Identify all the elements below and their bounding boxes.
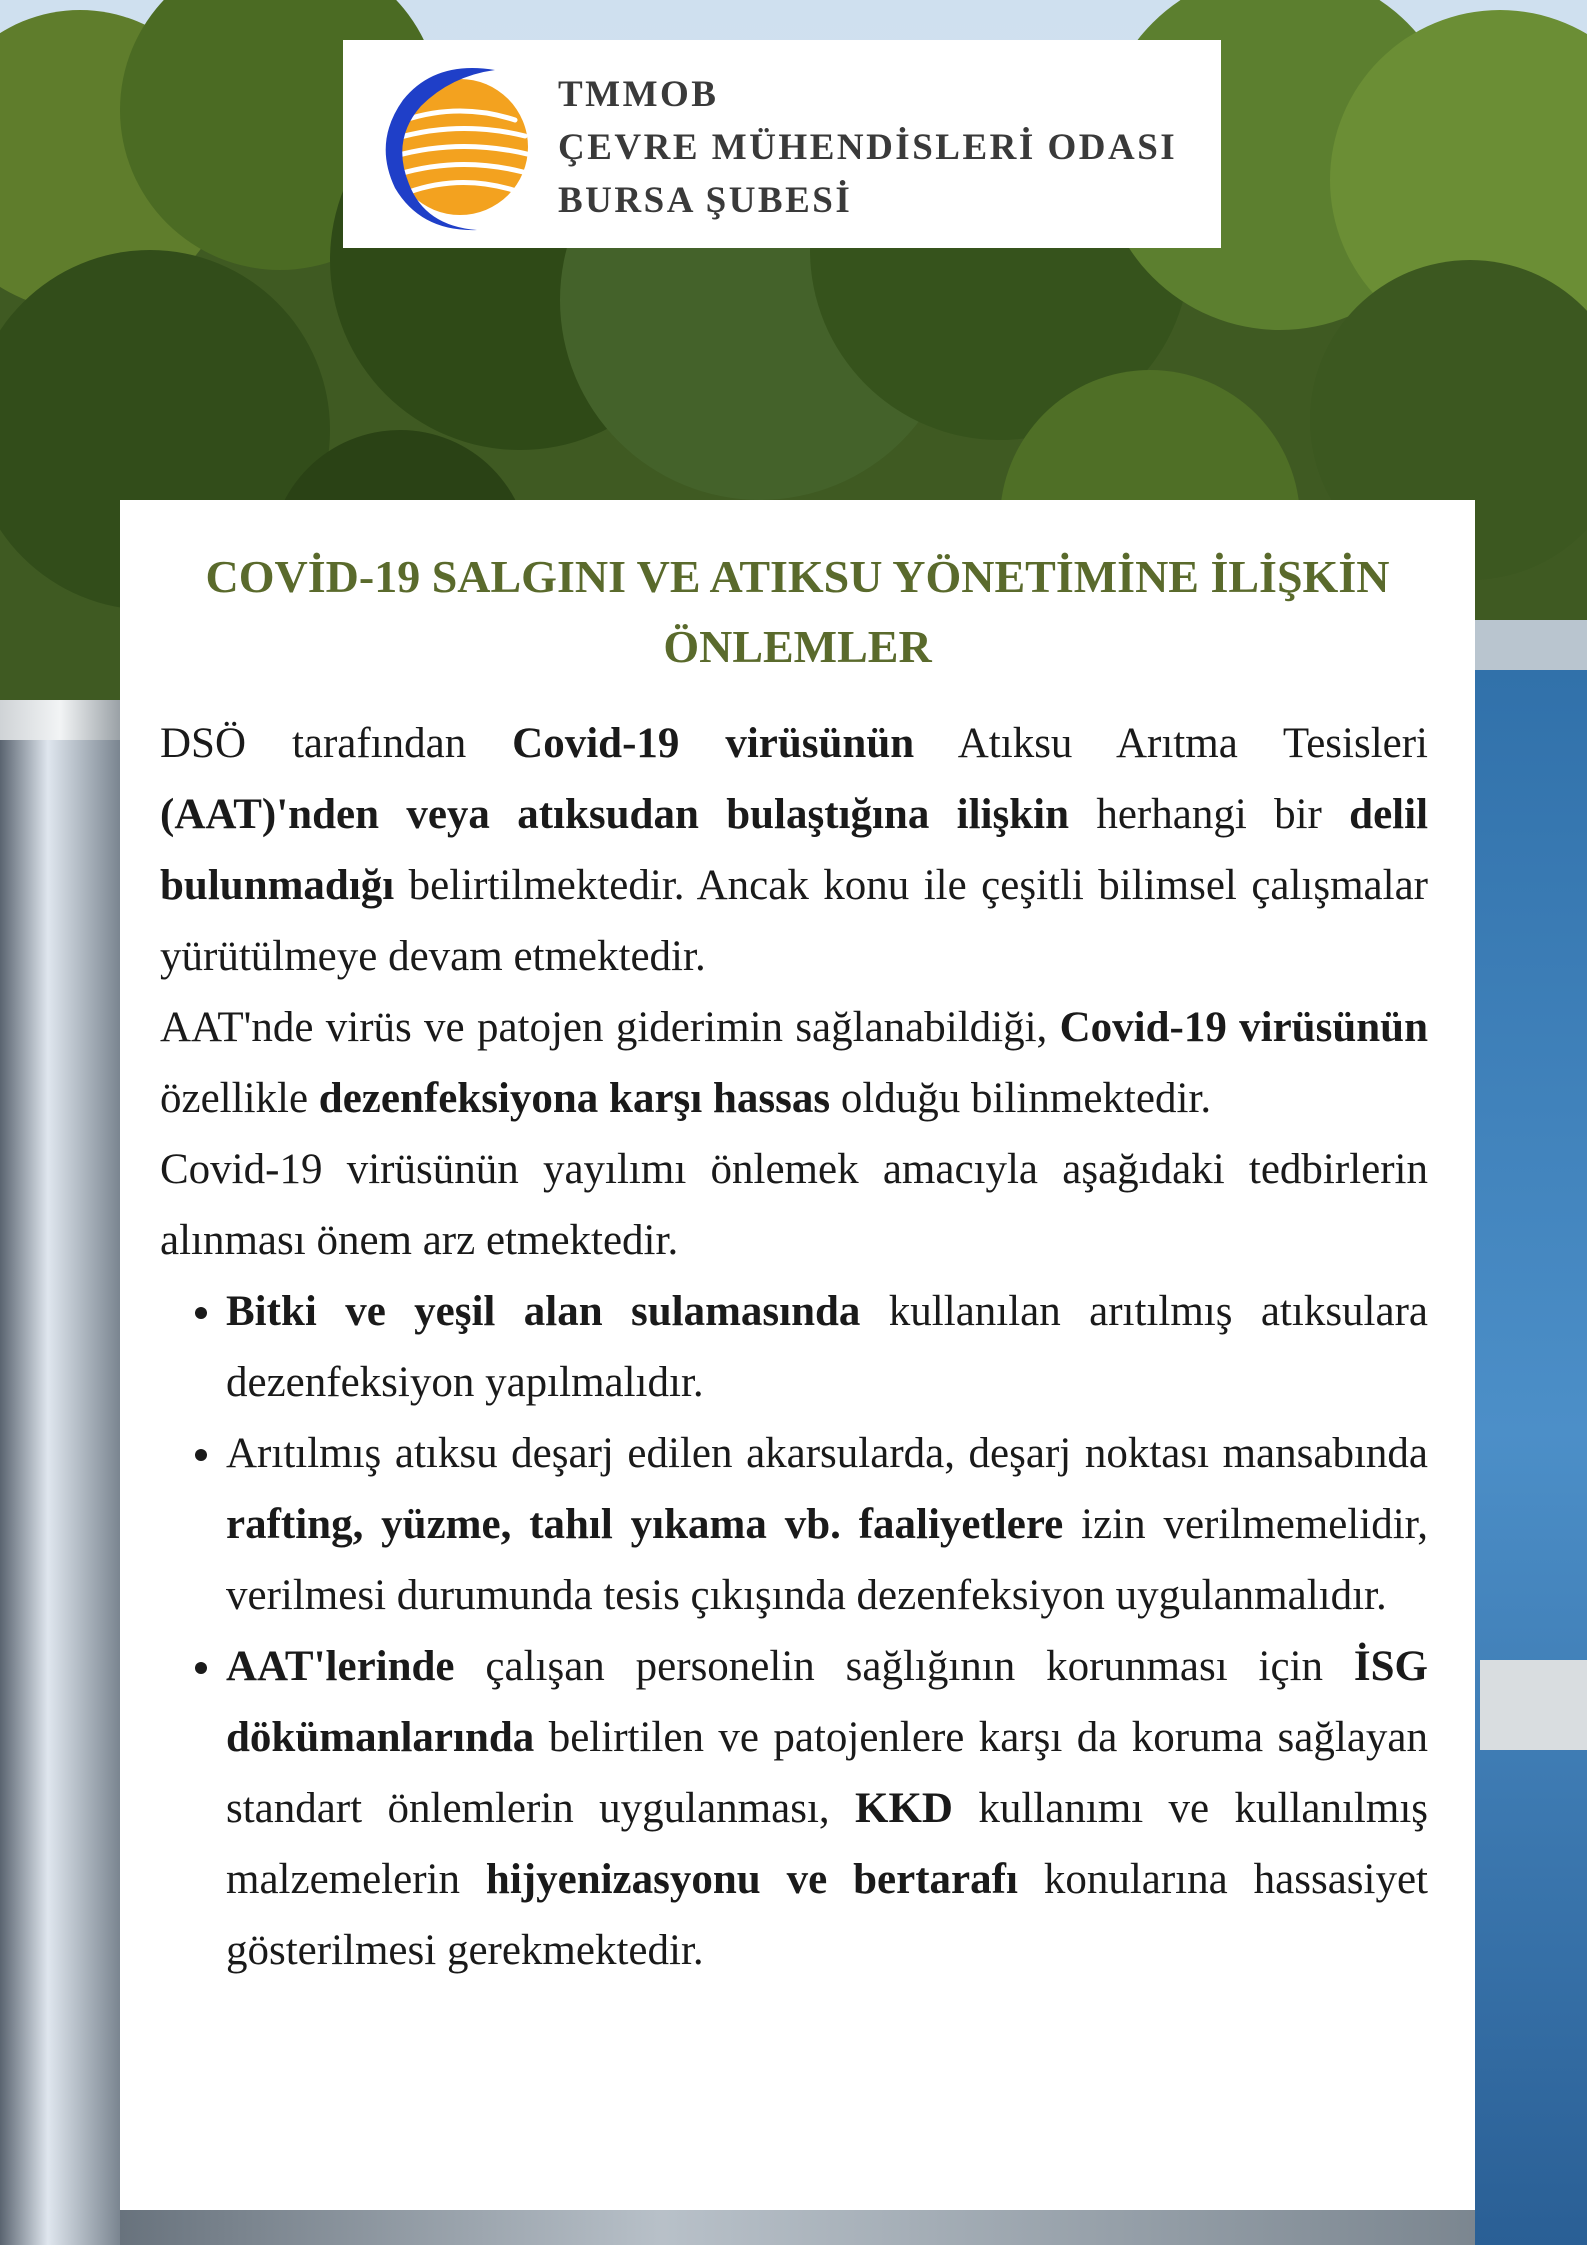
list-item (226, 1276, 1428, 1418)
title-line-2: ÖNLEMLER (663, 621, 932, 672)
text-span: Covid-19 virüsünün yayılımı önlemek amacıyla aşağıdaki tedbirlerin alınması önem arz etmektedir. (160, 1146, 1428, 1264)
bold-span: hijyenizasyonu ve bertarafı (485, 1856, 1018, 1903)
org-line-3: BURSA ŞUBESİ (558, 180, 853, 221)
measures-list (160, 1276, 1428, 1986)
text-span: herhangi bir (1069, 791, 1350, 838)
text-span: Atıksu Arıtma Tesisleri (914, 720, 1428, 767)
bold-span: delil bulunmadığı (160, 791, 1429, 909)
article-body (160, 708, 1428, 1986)
text-span: kullanılan arıtılmış atıksulara dezenfeksiyon yapılmalıdır. (226, 1288, 1428, 1406)
bold-span: Covid-19 virüsünün (1059, 1004, 1428, 1051)
text-span: olduğu bilinmektedir. (830, 1075, 1212, 1122)
bold-span: KKD (855, 1785, 953, 1832)
bold-span: (AAT)'nden veya atıksudan bulaştığına ilişkin (160, 791, 1070, 838)
bold-span: rafting, yüzme, tahıl yıkama vb. faaliyetlere (226, 1501, 1064, 1548)
list-item (226, 1418, 1428, 1631)
text-span: kullanımı ve kullanılmış malzemelerin (226, 1785, 1428, 1903)
text-span: konularına hassasiyet gösterilmesi gerekmektedir. (226, 1856, 1428, 1974)
paragraph-2 (160, 992, 1428, 1134)
content-card (120, 500, 1475, 2210)
bold-span: AAT'lerinde (226, 1643, 455, 1690)
bold-span: dezenfeksiyona karşı hassas (318, 1075, 831, 1122)
text-span: özellikle (160, 1075, 319, 1122)
page-title (160, 542, 1435, 682)
bold-span: Bitki ve yeşil alan sulamasında (226, 1288, 861, 1335)
list-item (226, 1631, 1428, 1986)
text-span: izin verilmemelidir, verilmesi durumunda tesis çıkışında dezenfeksiyon uygulanmalıdır. (226, 1501, 1428, 1619)
bold-span: Covid-19 virüsünün (512, 720, 915, 767)
header-logo-box (343, 40, 1221, 248)
text-span: AAT'nde virüs ve patojen giderimin sağlanabildiği, (160, 1004, 1060, 1051)
paragraph-3 (160, 1134, 1428, 1276)
org-line-2: ÇEVRE MÜHENDİSLERİ ODASI (558, 127, 1178, 168)
globe-logo-icon (365, 50, 555, 240)
text-span: DSÖ tarafından (160, 720, 513, 767)
text-span: belirtilmektedir. Ancak konu ile çeşitli bilimsel çalışmalar yürütülmeye devam etmektedir. (160, 862, 1428, 980)
org-line-1: TMMOB (558, 74, 719, 115)
text-span: Arıtılmış atıksu deşarj edilen akarsularda, deşarj noktası mansabında (226, 1430, 1428, 1477)
bold-span: İSG dökümanlarında (226, 1643, 1428, 1761)
text-span: çalışan personelin sağlığının korunması için (454, 1643, 1354, 1690)
text-span: belirtilen ve patojenlere karşı da koruma sağlayan standart önlemlerin uygulanması, (226, 1714, 1428, 1832)
paragraph-1 (160, 708, 1428, 992)
title-line-1: COVİD-19 SALGINI VE ATIKSU YÖNETİMİNE İLİŞKİN (205, 551, 1390, 602)
organization-name (558, 68, 1208, 227)
